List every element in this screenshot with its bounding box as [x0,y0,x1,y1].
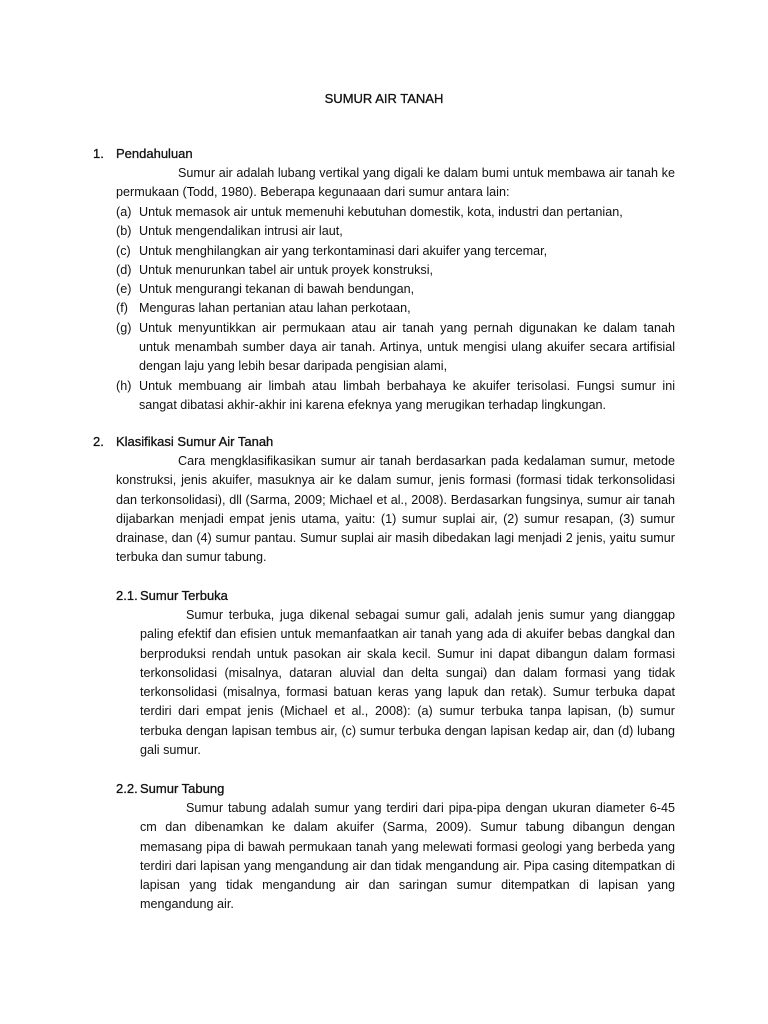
list-marker: (a) [116,205,132,219]
section-1-heading [93,145,193,163]
uses-list [116,203,675,415]
list-item-text: Untuk mengurangi tekanan di bawah bendungan, [139,282,415,297]
subsection-2-2-heading [116,780,224,798]
section-2-body [116,452,675,568]
section-2-heading [93,433,273,451]
list-item [116,377,675,416]
list-item [116,261,675,280]
list-item-text: Untuk menghilangkan air yang terkontaminasi dari akuifer yang tercemar, [139,243,548,258]
subsection-2-2-body [140,799,675,915]
list-marker: (d) [116,262,132,277]
subsection-2-2-body-text: Sumur tabung adalah sumur yang terdiri dari pipa-pipa dengan ukuran diameter 6-45 cm dan dibenamkan ke dalam akuifer (Sarma, 2009). Sumur tabung dibangun dengan memasang pipa di bawah permukaan tanah yang melewati formasi geologi yang berbeda yang terdiri dari lapisan yang mengandung air dan tidak mengandung air. Pipa casing ditempatkan di lapisan yang tidak mengandung air dan saringan sumur ditempatkan di lapisan yang mengandung air. [140,801,675,912]
section-1-title: Pendahuluan [116,146,193,161]
list-item-text: Untuk memasok air untuk memenuhi kebutuhan domestik, kota, industri dan pertanian, [139,205,623,219]
section-1-intro [116,164,675,203]
section-2-body-text: Cara mengklasifikasikan sumur air tanah berdasarkan pada kedalaman sumur, metode konstruksi, jenis akuifer, masuknya air ke dalam sumur, jenis formasi (formasi tidak terkonsolidasi dan terkonsolidasi), dll (Sarma, 2009; Michael et al., 2008). Berdasarkan fungsinya, sumur air tanah dijabarkan menjadi empat jenis utama, yaitu: (1) sumur suplai air, (2) sumur resapan, (3) sumur drainase, dan (4) sumur pantau. Sumur suplai air masih dibedakan lagi menjadi 2 jenis, yaitu sumur terbuka dan sumur tabung. [116,454,675,565]
list-item [116,203,675,222]
subsection-2-1-body [140,606,675,760]
subsection-2-2-title: Sumur Tabung [140,781,225,796]
subsection-2-1-number: 2.1. [116,588,138,603]
list-marker: (g) [116,320,132,335]
list-item-text: Untuk menyuntikkan air permukaan atau air tanah yang pernah digunakan ke dalam tanah untuk menambah sumber daya air tanah. Artinya, untuk mengisi ulang akuifer secara artifisial dengan laju yang lebih besar daripada pengisian alami, [139,320,675,374]
list-item-text: Untuk membuang air limbah atau limbah berbahaya ke akuifer terisolasi. Fungsi sumur ini sangat dibatasi akhir-akhir ini karena efeknya yang merugikan terhadap lingkungan. [139,378,675,412]
list-item-text: Menguras lahan pertanian atau lahan perkotaan, [139,301,411,316]
section-1-intro-text: Sumur air adalah lubang vertikal yang digali ke dalam bumi untuk membawa air tanah ke permukaan (Todd, 1980). Beberapa kegunaaan dari sumur antara lain: [116,166,675,200]
list-marker: (b) [116,224,132,239]
section-2-title: Klasifikasi Sumur Air Tanah [116,434,274,449]
subsection-2-2-number: 2.2. [116,781,138,796]
list-item [116,242,675,261]
list-marker: (c) [116,243,131,258]
list-item [116,222,675,241]
subsection-2-1-body-text: Sumur terbuka, juga dikenal sebagai sumur gali, adalah jenis sumur yang dianggap paling efektif dan efisien untuk memanfaatkan air tanah yang ada di akuifer bebas dangkal dan berproduksi rendah untuk pasokan air skala kecil. Sumur ini dapat dibangun dalam formasi terkonsolidasi (misalnya, dataran aluvial dan delta sungai) dan dalam formasi yang tidak terkonsolidasi (misalnya, formasi batuan keras yang lapuk dan retak). Sumur terbuka dapat terdiri dari empat jenis (Michael et al., 2008): (a) sumur terbuka tanpa lapisan, (b) sumur terbuka dengan lapisan tembus air, (c) sumur terbuka dengan lapisan kedap air, dan (d) lubang gali sumur. [140,608,675,758]
list-item-text: Untuk mengendalikan intrusi air laut, [139,224,343,239]
list-item [116,280,675,299]
subsection-2-1-heading [116,587,228,605]
list-item [116,319,675,377]
list-marker: (e) [116,282,132,297]
list-marker: (f) [116,301,128,316]
list-marker: (h) [116,378,132,393]
subsection-2-1-title: Sumur Terbuka [140,588,228,603]
document-title: SUMUR AIR TANAH [324,91,444,106]
section-2-number: 2. [93,434,104,449]
section-1-number: 1. [93,146,104,161]
list-item [116,299,675,318]
list-item-text: Untuk menurunkan tabel air untuk proyek konstruksi, [139,262,434,277]
